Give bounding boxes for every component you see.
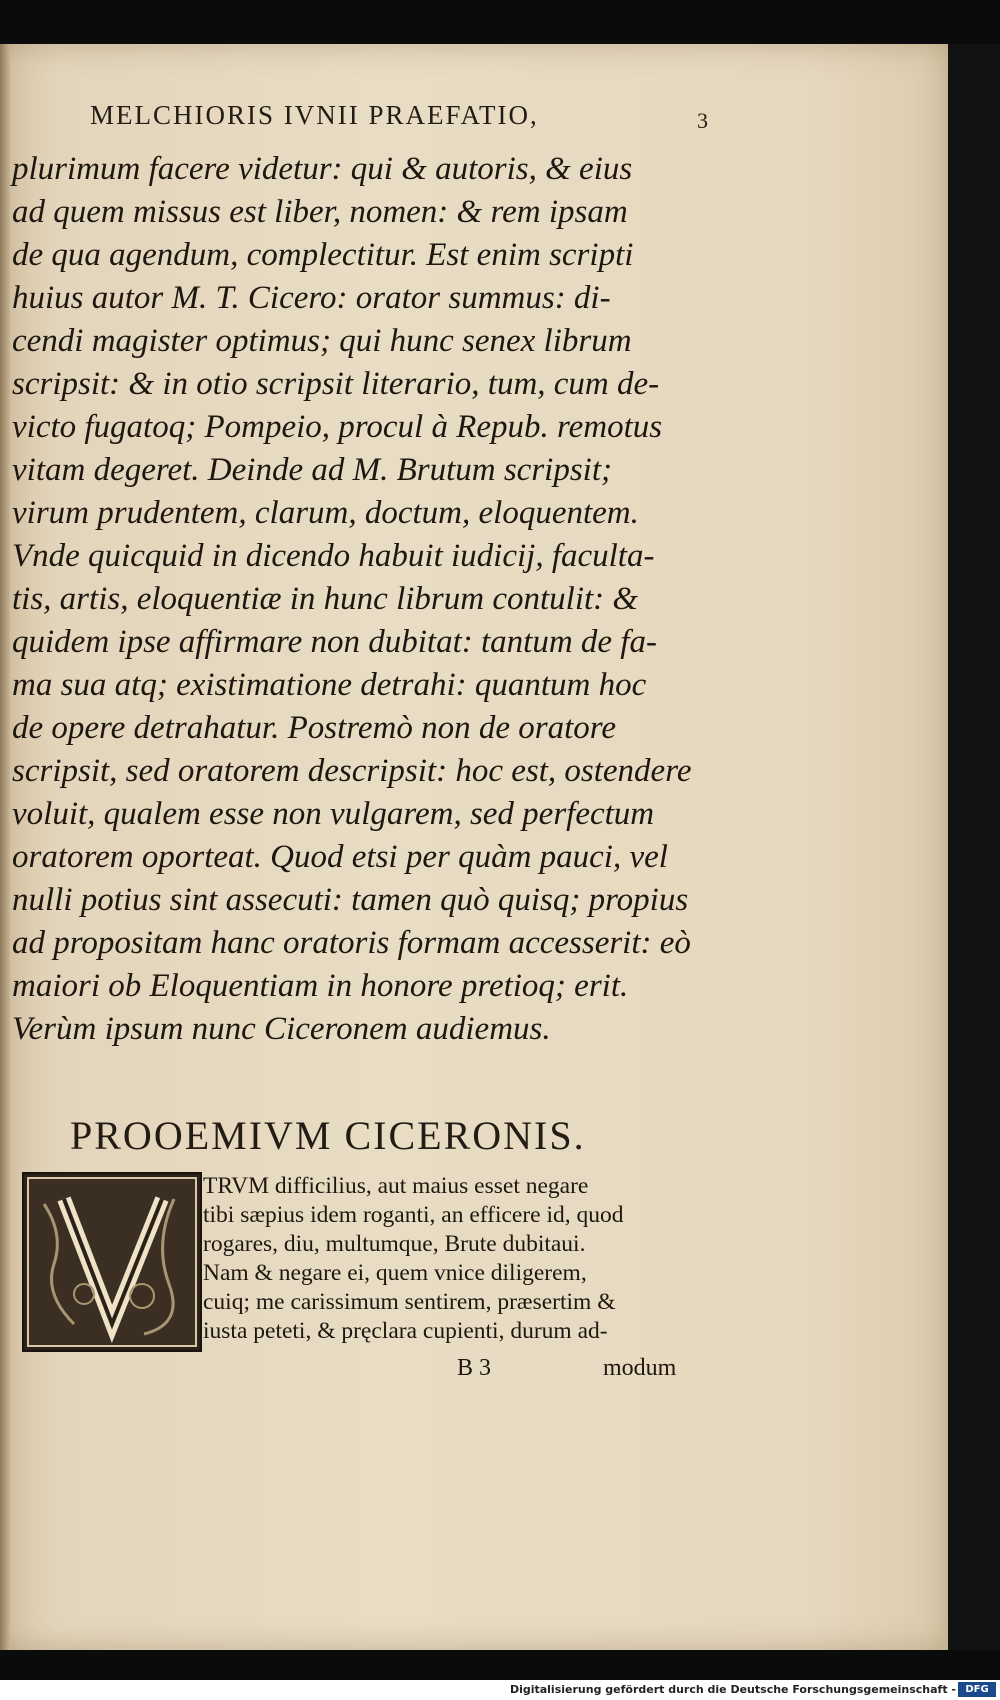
- text-line: de opere detrahatur. Postremò non de oratore: [12, 710, 617, 746]
- text-line: quidem ipse affirmare non dubitat: tantum de fa-: [12, 624, 657, 660]
- text-line: plurimum facere videtur: qui & autoris, & eius: [12, 151, 633, 187]
- decorated-initial-v-icon: [22, 1172, 202, 1352]
- text-line: vitam degeret. Deinde ad M. Brutum scripsit;: [12, 452, 612, 488]
- section-title: PROOEMIVM CICERONIS.: [70, 1113, 586, 1158]
- text-line: TRVM difficilius, aut maius esset negare: [203, 1173, 589, 1199]
- text-line: victo fugatoq; Pompeio, procul à Repub. remotus: [12, 409, 663, 445]
- signature-mark: B 3: [457, 1355, 492, 1381]
- text-line: de qua agendum, complectitur. Est enim scripti: [12, 237, 634, 273]
- text-line: ad quem missus est liber, nomen: & rem ipsam: [12, 194, 628, 230]
- digitization-credit: Digitalisierung gefördert durch die Deutsche Forschungsgemeinschaft -: [509, 1683, 956, 1696]
- text-line: Verùm ipsum nunc Ciceronem audiemus.: [12, 1011, 551, 1047]
- text-line: iusta peteti, & pręclara cupienti, durum ad-: [203, 1318, 608, 1344]
- text-line: ma sua atq; existimatione detrahi: quantum hoc: [12, 667, 647, 703]
- text-line: tis, artis, eloquentiæ in hunc librum contulit: &: [12, 581, 639, 617]
- text-line: maiori ob Eloquentiam in honore pretioq; erit.: [12, 968, 629, 1004]
- text-line: rogares, diu, multumque, Brute dubitaui.: [203, 1231, 586, 1257]
- running-head: MELCHIORIS IVNII PRAEFATIO,: [90, 100, 539, 130]
- page-gutter-edge: [0, 44, 10, 1650]
- text-line: scripsit, sed oratorem descripsit: hoc est, ostendere: [12, 753, 692, 789]
- text-line: nulli potius sint assecuti: tamen quò quisq; propius: [12, 882, 689, 918]
- text-line: ad propositam hanc oratoris formam accesserit: eò: [12, 925, 691, 961]
- text-line: virum prudentem, clarum, doctum, eloquentem.: [12, 495, 639, 531]
- prooemium-text: [203, 1172, 743, 1346]
- text-line: Nam & negare ei, quem vnice diligerem,: [203, 1260, 587, 1286]
- catchword: modum: [603, 1355, 677, 1381]
- text-line: voluit, qualem esse non vulgarem, sed perfectum: [12, 796, 655, 832]
- praefatio-text: [12, 148, 737, 1051]
- text-line: cendi magister optimus; qui hunc senex librum: [12, 323, 632, 359]
- page-right-edge: [948, 44, 1000, 1650]
- text-line: oratorem oporteat. Quod etsi per quàm pauci, vel: [12, 839, 668, 875]
- text-line: Vnde quicquid in dicendo habuit iudicij, faculta-: [12, 538, 655, 574]
- text-line: huius autor M. T. Cicero: orator summus: di-: [12, 280, 611, 316]
- text-line: scripsit: & in otio scripsit literario, tum, cum de-: [12, 366, 660, 402]
- dfg-logo[interactable]: DFG: [958, 1682, 996, 1697]
- text-line: tibi sæpius idem roganti, an efficere id, quod: [203, 1202, 624, 1228]
- text-line: cuiq; me carissimum sentirem, præsertim &: [203, 1289, 616, 1315]
- folio-number: 3: [697, 108, 708, 133]
